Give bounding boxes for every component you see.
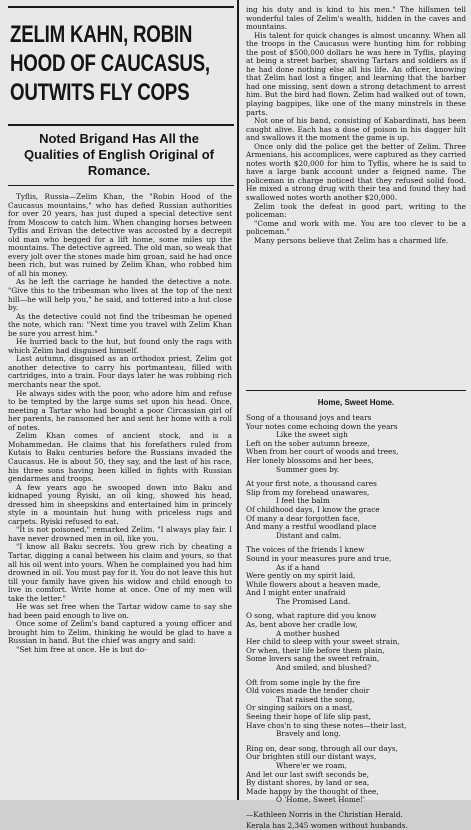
poem-line: That raised the song, (276, 694, 355, 704)
poem-line: Song of a thousand joys and tears (246, 413, 372, 422)
poem-line: I feel the balm (276, 496, 330, 506)
poem-line: Left on the sober autumn breeze, (246, 438, 370, 448)
poem-line: Old voices made the tender choir (246, 686, 370, 696)
poem-line: Were gently on my spirit laid, (246, 571, 356, 581)
poem-line: O 'Home, Sweet Home!' (276, 795, 366, 805)
headline-line-2: HOOD OF CAUCASUS, (10, 50, 210, 77)
paragraph: As he left the carriage he handed the detective a note. "Give this to the tribesman who lives at the top of the next hill—he will help you," he said, and tottered into a hut close by. (8, 277, 232, 313)
poem-line: While flowers about a heaven made, (246, 579, 381, 589)
poem-line: Have chos'n to sing these notes—their last, (246, 720, 407, 730)
headline-rule (8, 124, 234, 126)
deck-rule (8, 185, 234, 186)
poem-line: A mother hushed (276, 628, 340, 638)
poem-line: The Promised Land. (276, 596, 351, 606)
poem-line: Your notes come echoing down the years (246, 421, 398, 431)
poem-line: By distant shores, by land or sea, (246, 778, 370, 788)
poem-line: Like the sweet sigh (276, 430, 348, 440)
poem-line: Her lonely blossoms and her bees, (246, 455, 374, 465)
poem-stanza (246, 612, 466, 672)
paragraph: A few years ago he swooped down into Baku and kidnaped young Ryiski, an oil king, showed his head, dressed him in sheepskins and entertained him in princely style in a mountain hut hung with priceless rugs and carpets. Ryiski refused to eat. (8, 482, 232, 526)
paragraph: Zelim Khan comes of ancient stock, and is a Mohammedan. He claims that his forefathers ruled from Kutais to Baku centuries before the Russians invaded the Caucasus. He is about 50, they say, and the last of his race, his three sons having been killed in fights with Russian gendarmes and troops. (8, 431, 232, 484)
poem-line: The voices of the friends I knew (246, 545, 365, 555)
poem-line: And smiled, and blushed? (276, 663, 372, 673)
poem-line: Of many a dear forgotten face, (246, 513, 360, 523)
poem-line: Our brighten still our distant ways, (246, 752, 377, 762)
poem-stanza (246, 480, 466, 540)
right-column (246, 0, 466, 830)
poem-line: As, bent above her cradle low, (246, 620, 358, 630)
paragraph: "Come and work with me. You are too clever to be a policeman." (246, 218, 466, 237)
poem-line: And many a restful woodland place (246, 522, 377, 532)
poem-line: And I might enter unafraid (246, 588, 346, 598)
poem-line: Her child to sleep with your sweet strain, (246, 637, 400, 647)
poem-line: Summer goes by. (276, 464, 340, 474)
poem-line: Or singing sailors on a mast, (246, 703, 353, 713)
paragraph: Tyflis, Russia—Zelim Khan, the "Robin Hood of the Caucasus mountains," who has defied Russian authorities for over 20 years, has just duped a special detective sent from Moscow to catch him. When changing horses between Tyflis and Erivan the detective was accosted by a decrepit old man who begged for a lift home, some miles up the mountains. The detective agreed. The old man, so weak that every jolt over the stones made him groan, said he had once been rich, but was ruined by Zelim Khan, who robbed him of all his money. (8, 192, 232, 278)
poem-line: O song, what rapture did you know (246, 611, 377, 621)
poem-line: When from her court of woods and trees, (246, 447, 399, 457)
poem-credit: —Kathleen Norris in the Christian Herald. (246, 809, 403, 819)
paragraph: He always sides with the poor, who adore him and refuse to be tempted by the large sums set upon his head. Once, meeting a Tartar who had bought a poor Circassian girl of her parents, he ransomed her and sent her home with a roll of notes. (8, 388, 232, 432)
poem-stanza (246, 745, 466, 805)
poem-line: Made happy by the thought of thee, (246, 786, 379, 796)
poem-title: Home, Sweet Home. (317, 398, 395, 407)
paragraph: Last autumn, disguised as an orthodox priest, Zelim got another detective to carry his portmanteau, filled with cartridges, into a train. Four days later he was robbing rich merchants near the spot. (8, 354, 232, 390)
paragraph: "It is not poisoned," remarked Zelim. "I always play fair. I have never drowned men in oil, like you. (8, 525, 232, 543)
poem-line: Bravely and long. (276, 729, 341, 739)
deck-subheading: Noted Brigand Has All the Qualities of English Original of Romance. (24, 131, 214, 178)
headline-line-3: OUTWITS FLY COPS (10, 79, 190, 106)
bottom-note: Kerala has 2,345 women without husbands. (246, 820, 408, 830)
poem-line: Ring on, dear song, through all our days, (246, 743, 398, 753)
poem-line: And let our last swift seconds be, (246, 769, 370, 779)
poem-line: Oft from some ingle by the fire (246, 677, 361, 687)
poem-line: Slip from my forehead unawares, (246, 487, 370, 497)
paragraph: Zelim took the defeat in good part, writing to the policeman: (246, 201, 466, 220)
headline-line-1: ZELIM KAHN, ROBIN (10, 21, 193, 48)
poem-line: Of childhood days, I know the grace (246, 504, 380, 514)
poem-line: Distant and calm. (276, 530, 342, 540)
poem-line: At your first note, a thousand cares (246, 479, 377, 489)
poem-stanza (246, 414, 466, 474)
left-column (4, 0, 230, 800)
paragraph: He was set free when the Tartar widow came to say she had been paid enough to live on. (8, 602, 232, 620)
article-body-right (246, 6, 466, 245)
paragraph: ing his duty and is kind to his men." The hillsmen tell wonderful tales of Zelim's wealth, hidden in the caves and mountains. (246, 5, 466, 32)
paragraph: Once some of Zelim's band captured a young officer and brought him to Zelim, thinking he would be glad to have a Russian in hand. But the chief was angry and said: (8, 619, 232, 646)
paragraph: Once only did the police get the better of Zelim. Three Armenians, his accomplices, were captured as they carried notes worth $20,000 for him to Tyflis, where he is said to have a large bank account under a feigned name. The policeman in charge noticed that they refused solid food. He mixed a strong drug with their tea and found they had swallowed notes worth another $20,000. (246, 141, 466, 203)
poem-line: Where'er we roam, (276, 760, 347, 770)
article-body-left (8, 193, 232, 655)
paragraph: He hurried back to the hut, but found only the rags with which Zelim had disguised himself. (8, 337, 232, 355)
poem-line: Sound in your measures pure and true, (246, 553, 392, 563)
poem-stanza (246, 679, 466, 739)
column-rule (237, 0, 239, 800)
paragraph: "I know all Baku secrets. You grew rich by cheating a Tartar, digging a canal between his claim and yours, so that all his oil went into yours. When he complained you had him drowned in oil. You must pay for it. You do not leave this hut till your family have given his widow and child enough to live in comfort. Write home at once. One of my men will take the letter." (8, 542, 232, 603)
paragraph: His talent for quick changes is almost uncanny. When all the troops in the Caucasus were hunting him for robbing the post of $500,000 dollars he was here in Tyflis, playing at being a street barber, shaving Tartars and soldiers as if he had done nothing else all his life. An officer, knowing that Zelim had lost a finger, and learning that the barber had one missing, sent down a strong detachment to arrest him. But the bird had flown. Zelim had walked out of town, playing bagpipes, like one of the many minstrels in these parts. (246, 30, 466, 117)
paragraph: Many persons believe that Zelim has a charmed life. (254, 235, 449, 245)
headline (10, 20, 230, 107)
poem-line: As if a hand (276, 562, 320, 572)
paragraph: As the detective could not find the tribesman he opened the note, which ran: "Next time you travel with Zelim Khan be sure you arrest him." (8, 311, 232, 338)
poem-line: Some lovers sang the sweet refrain, (246, 654, 380, 664)
poem-line: Seeing their hope of life slip past, (246, 712, 371, 721)
paragraph: Not one of his band, consisting of Kabardinati, has been caught alive. Each has a dose of poison in his dagger hilt and swallows it the moment the game is up. (246, 116, 466, 143)
paragraph: "Set him free at once. He is but do- (16, 644, 147, 654)
poem-line: Or when, their life before them plain, (246, 645, 385, 655)
top-rule (8, 6, 234, 8)
poem-rule (246, 390, 466, 391)
poem (246, 414, 466, 830)
poem-stanza (246, 546, 466, 606)
